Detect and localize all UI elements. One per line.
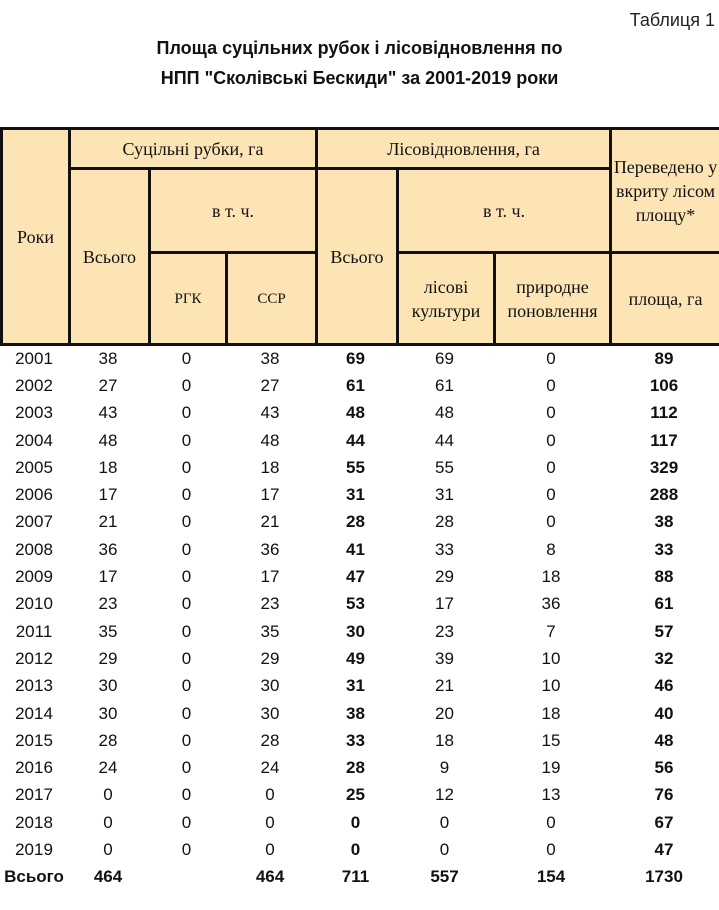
table-cell: 0: [546, 348, 556, 368]
table-cell: 0: [546, 812, 556, 832]
table-cell: 10: [541, 676, 561, 696]
table-cell: 0: [181, 539, 192, 559]
table-cell: 21: [98, 512, 118, 532]
table-cell: 48: [98, 430, 118, 450]
table-cell: 33: [654, 539, 674, 559]
table-cell: 9: [439, 758, 450, 778]
table-cell: 89: [654, 348, 674, 368]
total-row: [0, 864, 719, 891]
table-cell: 0: [181, 703, 192, 723]
table-cell: 0: [181, 512, 192, 532]
table-cell: 28: [346, 512, 365, 532]
table-cell: 27: [260, 375, 280, 395]
table-row: [0, 754, 719, 781]
table-cell: 17: [260, 567, 280, 587]
table-cell: 55: [435, 457, 454, 477]
header-clearcut-including: в т. ч.: [150, 169, 317, 253]
table-cell: 28: [435, 512, 454, 532]
table-cell: 106: [649, 375, 679, 395]
table-cell: 20: [435, 703, 454, 723]
header-clearcut-total: Всього: [70, 169, 150, 345]
table-row: [0, 509, 719, 536]
table-cell: 13: [541, 785, 561, 805]
table-cell: 23: [260, 594, 280, 614]
table-cell: 29: [260, 648, 280, 668]
header-natural-renewal: природне поновлення: [495, 253, 611, 345]
header-forest-cultures: лісові культури: [398, 253, 495, 345]
total-cell: 154: [536, 867, 566, 887]
total-cell: 1730: [645, 867, 683, 887]
table-cell: 48: [435, 403, 454, 423]
table-cell: 44: [435, 430, 454, 450]
table-cell: 0: [181, 758, 192, 778]
header-clearcut-group: Суцільні рубки, га: [70, 129, 317, 169]
table-cell: 2012: [15, 648, 53, 668]
table-cell: 0: [265, 839, 275, 859]
table-cell: 30: [98, 703, 118, 723]
table-cell: 55: [346, 457, 365, 477]
table-cell: 18: [98, 457, 118, 477]
page-title: Площа суцільних рубок і лісовідновлення по: [156, 38, 563, 58]
table-cell: 19: [541, 758, 561, 778]
table-cell: 2007: [15, 512, 53, 532]
table-cell: 12: [435, 785, 454, 805]
table-row: [0, 563, 719, 590]
table-cell: 7: [546, 621, 556, 641]
table-cell: 0: [181, 785, 192, 805]
table-header: [0, 127, 719, 346]
table-row: [0, 427, 719, 454]
table-cell: 0: [181, 676, 192, 696]
table-cell: 2011: [15, 621, 53, 641]
table-cell: 18: [260, 457, 280, 477]
table-row: [0, 481, 719, 508]
table-cell: 0: [546, 430, 556, 450]
table-row: [0, 536, 719, 563]
table-cell: 27: [98, 375, 118, 395]
table-cell: 30: [260, 703, 280, 723]
table-cell: 29: [435, 567, 454, 587]
table-cell: 30: [98, 676, 118, 696]
table-cell: 36: [98, 539, 118, 559]
total-cell: 557: [430, 867, 459, 887]
table-row: [0, 591, 719, 618]
table-cell: 31: [346, 485, 365, 505]
table-cell: 0: [265, 812, 275, 832]
table-cell: 43: [98, 403, 118, 423]
table-cell: 28: [346, 758, 365, 778]
header-transferred: Переведено у вкриту лісом площу*: [611, 129, 719, 253]
table-cell: 32: [654, 648, 674, 668]
table-cell: 10: [541, 648, 561, 668]
table-cell: 0: [265, 785, 275, 805]
table-cell: 23: [435, 621, 454, 641]
table-cell: 36: [260, 539, 280, 559]
table-cell: 25: [346, 785, 365, 805]
table-cell: 2004: [15, 430, 53, 450]
table-cell: 0: [546, 839, 556, 859]
table-cell: 0: [181, 594, 192, 614]
table-cell: 0: [546, 403, 556, 423]
table-cell: 47: [346, 567, 365, 587]
table-cell: 2009: [15, 567, 53, 587]
table-cell: 46: [654, 676, 674, 696]
table-cell: 28: [260, 730, 280, 750]
table-cell: 17: [98, 485, 118, 505]
table-cell: 38: [98, 348, 118, 368]
total-cell: [148, 864, 225, 891]
table-cell: 0: [439, 839, 450, 859]
table-cell: 21: [435, 676, 454, 696]
total-cell: 711: [341, 867, 370, 887]
table-cell: 76: [654, 785, 674, 805]
table-cell: 57: [654, 621, 674, 641]
table-row: [0, 372, 719, 399]
header-years: Роки: [2, 129, 70, 345]
table-cell: 2005: [15, 457, 53, 477]
table-cell: 48: [346, 403, 365, 423]
table-cell: 24: [98, 758, 118, 778]
table-cell: 17: [98, 567, 118, 587]
table-cell: 24: [260, 758, 280, 778]
header-reforest-total: Всього: [317, 169, 398, 345]
table-row: [0, 836, 719, 863]
table-row: [0, 727, 719, 754]
table-row: [0, 345, 719, 372]
table-cell: 21: [260, 512, 280, 532]
table-cell: 2016: [15, 758, 53, 778]
table-cell: 288: [649, 485, 679, 505]
table-cell: 18: [435, 730, 454, 750]
table-cell: 0: [350, 839, 361, 859]
table-cell: 0: [181, 430, 192, 450]
table-cell: 18: [541, 703, 561, 723]
table-cell: 2010: [15, 594, 53, 614]
table-cell: 2003: [15, 403, 53, 423]
table-cell: 48: [260, 430, 280, 450]
table-cell: 2018: [15, 812, 53, 832]
table-cell: 44: [346, 430, 365, 450]
table-cell: 28: [98, 730, 118, 750]
table-cell: 0: [546, 375, 556, 395]
table-cell: 30: [260, 676, 280, 696]
table-cell: 67: [654, 812, 674, 832]
table-cell: 53: [346, 594, 365, 614]
table-cell: 29: [98, 648, 118, 668]
table-cell: 69: [346, 348, 365, 368]
table-cell: 0: [181, 567, 192, 587]
table-cell: 35: [260, 621, 280, 641]
table-cell: 47: [654, 839, 674, 859]
table-cell: 33: [435, 539, 454, 559]
table-cell: 88: [654, 567, 674, 587]
table-cell: 329: [649, 457, 679, 477]
table-cell: 0: [103, 785, 113, 805]
table-cell: 2014: [15, 703, 53, 723]
table-cell: 0: [181, 348, 192, 368]
table-cell: 2017: [15, 785, 53, 805]
table-cell: 0: [439, 812, 450, 832]
table-row: [0, 400, 719, 427]
table-cell: 0: [181, 839, 192, 859]
table-cell: 2001: [15, 348, 53, 368]
table-cell: 30: [346, 621, 365, 641]
table-cell: 31: [435, 485, 454, 505]
table-cell: 38: [346, 703, 365, 723]
table-cell: 0: [546, 512, 556, 532]
table-cell: 36: [541, 594, 561, 614]
table-row: [0, 700, 719, 727]
table-cell: 0: [181, 375, 192, 395]
table-cell: 0: [350, 812, 361, 832]
table-row: [0, 454, 719, 481]
table-cell: 2006: [15, 485, 53, 505]
table-number: Таблиця 1: [629, 10, 715, 30]
total-cell: 464: [93, 867, 123, 887]
table-cell: 23: [98, 594, 118, 614]
total-cell: Всього: [4, 867, 64, 887]
table-cell: 61: [435, 375, 454, 395]
table-cell: 0: [181, 621, 192, 641]
table-cell: 17: [435, 594, 454, 614]
table-cell: 35: [98, 621, 118, 641]
table-cell: 8: [546, 539, 556, 559]
total-cell: 464: [255, 867, 285, 887]
table-cell: 40: [654, 703, 674, 723]
header-reforest-including: в т. ч.: [398, 169, 611, 253]
table-cell: 18: [541, 567, 561, 587]
table-cell: 0: [181, 403, 192, 423]
table-cell: 38: [654, 512, 674, 532]
header-rgk: РГК: [150, 253, 227, 345]
table-cell: 69: [435, 348, 454, 368]
table-cell: 17: [260, 485, 280, 505]
table-cell: 41: [346, 539, 365, 559]
table-cell: 48: [654, 730, 674, 750]
header-area-ha: площа, га: [611, 253, 719, 345]
table-cell: 0: [546, 457, 556, 477]
table-cell: 112: [650, 403, 678, 423]
page-subtitle: НПП "Сколівські Бескиди" за 2001-2019 роки: [160, 68, 559, 88]
table-cell: 33: [346, 730, 365, 750]
table-cell: 2008: [15, 539, 53, 559]
table-cell: 0: [546, 485, 556, 505]
table-cell: 0: [181, 485, 192, 505]
table-row: [0, 809, 719, 836]
table-cell: 39: [435, 648, 454, 668]
table-cell: 49: [346, 648, 365, 668]
header-ssr: ССР: [227, 253, 317, 345]
table-cell: 0: [181, 648, 192, 668]
table-cell: 61: [654, 594, 674, 614]
table-cell: 0: [181, 457, 192, 477]
table-row: [0, 618, 719, 645]
table-row: [0, 645, 719, 672]
table-cell: 2013: [15, 676, 53, 696]
header-reforestation-group: Лісовідновлення, га: [317, 129, 611, 169]
table-cell: 0: [103, 839, 113, 859]
table-body: [0, 345, 719, 891]
table-cell: 15: [541, 730, 561, 750]
table-cell: 43: [260, 403, 280, 423]
table-cell: 2019: [15, 839, 53, 859]
table-cell: 31: [346, 676, 365, 696]
table-row: [0, 782, 719, 809]
table-cell: 2002: [15, 375, 53, 395]
table-cell: 61: [346, 375, 365, 395]
table-cell: 0: [181, 730, 192, 750]
table-cell: 38: [260, 348, 280, 368]
table-cell: 2015: [15, 730, 53, 750]
table-cell: 0: [103, 812, 113, 832]
table-cell: 56: [654, 758, 674, 778]
table-cell: 117: [650, 430, 678, 450]
table-row: [0, 673, 719, 700]
table-cell: 0: [181, 812, 192, 832]
